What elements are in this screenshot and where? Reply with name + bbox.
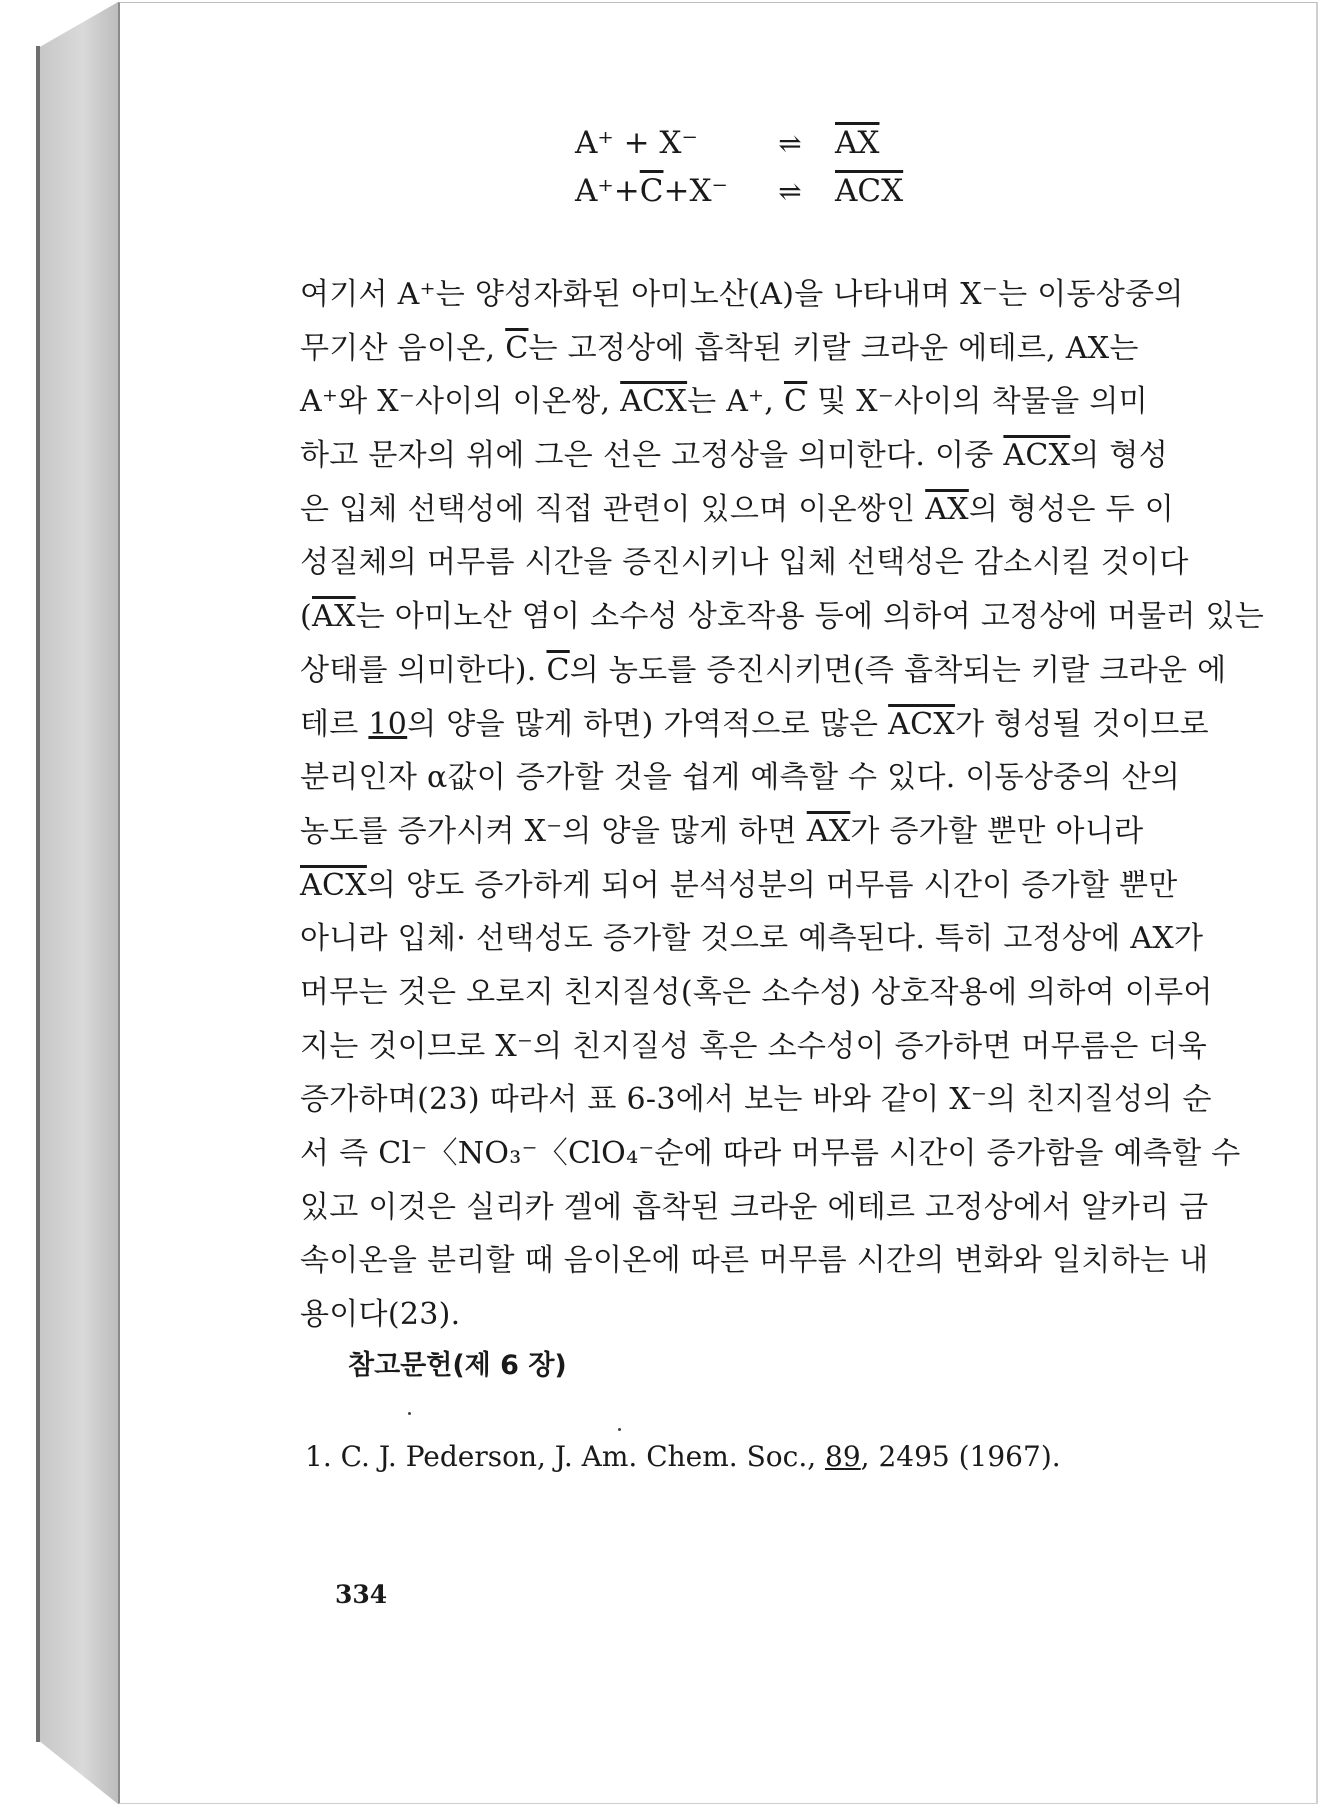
text-run: 상태를 의미한다). xyxy=(300,652,547,688)
equation-2-lhs-post: +X⁻ xyxy=(663,173,728,209)
text-line xyxy=(300,1073,1212,1127)
overlined-symbol: $\overline{AX}$ xyxy=(925,491,969,527)
text-line xyxy=(300,268,1198,322)
text-line xyxy=(300,1181,1209,1235)
text-run: 는 A⁺, xyxy=(687,384,784,420)
text-run: 무기산 음이온, xyxy=(300,330,506,366)
text-run: 테르 xyxy=(300,706,369,742)
text-run: 있고 이것은 실리카 겔에 흡착된 크라운 에테르 고정상에서 알카리 금 xyxy=(300,1189,1209,1225)
underlined-text: 10 xyxy=(368,706,408,742)
text-line xyxy=(300,483,1198,537)
reference-item xyxy=(305,1438,1061,1476)
overlined-symbol: $\overline{ACX}$ xyxy=(620,384,688,420)
text-run: 농도를 증가시켜 X⁻의 양을 많게 하면 xyxy=(300,813,807,849)
text-run: 의 농도를 증진시키면(즉 흡착되는 키랄 크라운 에 xyxy=(569,652,1227,688)
text-line xyxy=(300,966,1213,1020)
text-line xyxy=(300,1020,1208,1074)
scan-speck xyxy=(408,1412,411,1415)
text-run: 의 형성은 두 이 xyxy=(968,491,1175,527)
text-run: 의 양도 증가하게 되어 분석성분의 머무름 시간이 증가할 뿐만 xyxy=(366,867,1178,903)
overlined-symbol: $\overline{ACX}$ xyxy=(888,706,956,742)
text-run: 는 고정상에 흡착된 키랄 크라운 에테르, AX는 xyxy=(528,330,1139,366)
text-run: 속이온을 분리할 때 음이온에 따른 머무름 시간의 변화와 일치하는 내 xyxy=(300,1243,1209,1279)
text-line xyxy=(300,429,1198,483)
spine-edge xyxy=(36,46,40,1742)
text-line xyxy=(300,590,1265,644)
text-line xyxy=(300,805,1198,859)
equation-1-rhs: $\overline{AX}$ xyxy=(835,125,880,161)
overlined-symbol: $\overline{AX}$ xyxy=(312,599,356,635)
references-heading: 참고문헌(제 6 장) xyxy=(348,1350,567,1381)
text-run: 머무는 것은 오로지 친지질성(혹은 소수성) 상호작용에 의하여 이루어 xyxy=(300,974,1213,1010)
text-run: 및 X⁻사이의 착물을 의미 xyxy=(807,384,1148,420)
text-run: 아니라 입체· 선택성도 증가할 것으로 예측된다. 특히 고정상에 AX가 xyxy=(300,921,1204,957)
overlined-symbol: $\overline{AX}$ xyxy=(806,813,851,849)
text-line xyxy=(300,375,1198,429)
text-run: 여기서 A⁺는 양성자화된 아미노산(A)을 나타내며 X⁻는 이동상중의 xyxy=(300,277,1184,312)
reference-pages-year: , 2495 (1967). xyxy=(860,1440,1061,1473)
text-run: 증가하며(23) 따라서 표 6-3에서 보는 바와 같이 X⁻의 친지질성의 순 xyxy=(300,1082,1212,1118)
text-run: 성질체의 머무름 시간을 증진시키나 입체 선택성은 감소시킬 것이다 xyxy=(300,545,1189,581)
equation-2-lhs-bar: $\overline{C}$ xyxy=(639,173,664,209)
text-run: 용이다(23). xyxy=(300,1297,461,1333)
text-run: 의 양을 많게 하면) 가역적으로 많은 xyxy=(407,706,889,742)
equation-1-lhs: A⁺ + X⁻ xyxy=(575,125,698,161)
text-line xyxy=(300,859,1198,913)
text-run: 서 즉 Cl⁻〈NO₃⁻〈ClO₄⁻순에 따라 머무름 시간이 증가함을 예측할 수 xyxy=(300,1136,1241,1171)
page-number: 334 xyxy=(335,1580,388,1609)
overlined-symbol: $\overline{ACX}$ xyxy=(1003,438,1071,474)
equation-2-lhs-pre: A⁺+ xyxy=(575,173,640,209)
scan-speck xyxy=(618,1428,621,1431)
text-run: 분리인자 α값이 증가할 것을 쉽게 예측할 수 있다. 이동상중의 산의 xyxy=(300,760,1181,796)
text-run: 하고 문자의 위에 그은 선은 고정상을 의미한다. 이중 xyxy=(300,438,1004,474)
book-spine xyxy=(0,0,118,1806)
text-run: A⁺와 X⁻사이의 이온쌍, xyxy=(300,384,621,420)
equation-2-lhs xyxy=(575,166,745,216)
overlined-symbol: $\overline{C}$ xyxy=(505,330,529,366)
text-line xyxy=(300,644,1227,698)
equation-2-rhs: $\overline{ACX}$ xyxy=(835,173,904,209)
text-run: 의 형성 xyxy=(1070,438,1168,474)
text-line xyxy=(300,698,1209,752)
text-line xyxy=(300,912,1204,966)
text-run: 은 입체 선택성에 직접 관련이 있으며 이온쌍인 xyxy=(300,491,926,527)
text-line xyxy=(300,1288,1198,1342)
overlined-symbol: $\overline{C}$ xyxy=(546,652,570,688)
text-run: 가 형성될 것이므로 xyxy=(955,706,1209,742)
text-run: 가 증가할 뿐만 아니라 xyxy=(850,813,1144,849)
reference-citation xyxy=(341,1440,1061,1473)
overlined-symbol: $\overline{ACX}$ xyxy=(300,867,367,903)
equilibrium-arrow: ⇌ xyxy=(778,175,802,208)
reference-authors-journal: C. J. Pederson, J. Am. Chem. Soc., xyxy=(340,1440,826,1473)
text-line xyxy=(300,1234,1209,1288)
text-line xyxy=(300,1127,1241,1181)
text-line xyxy=(300,751,1198,805)
reference-number: 1. xyxy=(305,1440,332,1473)
equilibrium-arrow: ⇌ xyxy=(778,127,802,160)
reference-volume: 89 xyxy=(825,1440,861,1473)
body-paragraph xyxy=(300,268,1265,1342)
text-line xyxy=(300,536,1198,590)
equation-1 xyxy=(575,118,995,168)
text-line xyxy=(300,322,1198,376)
text-run: 는 아미노산 염이 소수성 상호작용 등에 의하여 고정상에 머물러 있는 xyxy=(355,599,1265,635)
text-run: ( xyxy=(300,599,313,635)
text-run: 지는 것이므로 X⁻의 친지질성 혹은 소수성이 증가하면 머무름은 더욱 xyxy=(300,1028,1208,1064)
overlined-symbol: $\overline{C}$ xyxy=(783,384,808,420)
equation-2 xyxy=(575,166,995,216)
